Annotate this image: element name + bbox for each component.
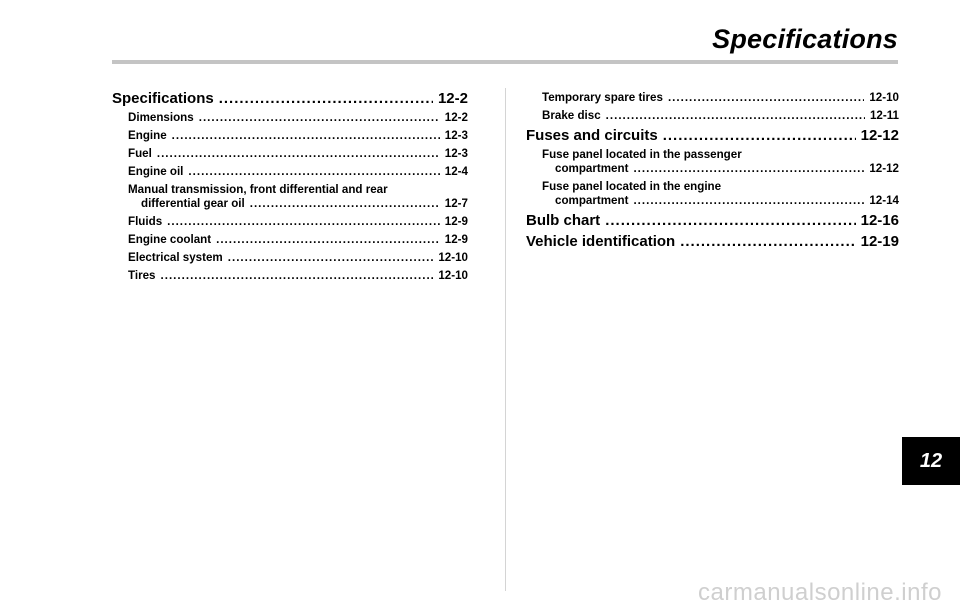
toc-label: Dimensions bbox=[128, 111, 194, 124]
toc-page: 12-9 bbox=[444, 215, 468, 228]
header-rule bbox=[112, 60, 898, 64]
toc-label: Electrical system bbox=[128, 251, 223, 264]
toc-label: compartment bbox=[555, 162, 629, 175]
toc-entry-specifications[interactable] bbox=[112, 90, 468, 108]
chapter-number: 12 bbox=[919, 449, 943, 472]
dot-leader bbox=[188, 165, 439, 179]
toc-label-line1: Fuse panel located in the engine bbox=[542, 180, 722, 193]
toc-label: Fluids bbox=[128, 215, 163, 228]
toc-label-line1: Fuse panel located in the passenger bbox=[542, 148, 742, 161]
toc-entry-fuses-and-circuits[interactable] bbox=[526, 127, 899, 145]
toc-entry-tires[interactable] bbox=[128, 269, 468, 283]
toc-entry-vehicle-identification[interactable] bbox=[526, 233, 899, 251]
toc-page: 12-14 bbox=[869, 194, 899, 207]
toc-right-column bbox=[526, 90, 899, 254]
toc-page: 12-9 bbox=[444, 233, 468, 246]
toc-label: Fuel bbox=[128, 147, 152, 160]
toc-page: 12-3 bbox=[444, 147, 468, 160]
dot-leader bbox=[633, 162, 864, 176]
toc-entry-fuel[interactable] bbox=[128, 147, 468, 161]
dot-leader bbox=[663, 127, 856, 145]
toc-entry-fuse-panel-engine[interactable] bbox=[542, 180, 899, 208]
toc-entry-fluids[interactable] bbox=[128, 215, 468, 229]
toc-label: Vehicle identification bbox=[526, 233, 676, 250]
toc-label: Tires bbox=[128, 269, 156, 282]
dot-leader bbox=[633, 194, 864, 208]
toc-entry-engine-oil[interactable] bbox=[128, 165, 468, 179]
toc-label: Engine oil bbox=[128, 165, 184, 178]
toc-entry-fuse-panel-passenger[interactable] bbox=[542, 148, 899, 176]
dot-leader bbox=[167, 215, 440, 229]
dot-leader bbox=[606, 109, 865, 123]
toc-label: compartment bbox=[555, 194, 629, 207]
dot-leader bbox=[219, 90, 433, 108]
chapter-tab bbox=[902, 437, 960, 485]
toc-label: Specifications bbox=[112, 90, 214, 107]
toc-page: 12-12 bbox=[860, 127, 899, 144]
toc-entry-bulb-chart[interactable] bbox=[526, 212, 899, 230]
toc-entry-engine-coolant[interactable] bbox=[128, 233, 468, 247]
toc-label: differential gear oil bbox=[141, 197, 245, 210]
toc-page: 12-2 bbox=[437, 90, 468, 107]
toc-label: Bulb chart bbox=[526, 212, 601, 229]
dot-leader bbox=[216, 233, 440, 247]
dot-leader bbox=[250, 197, 440, 211]
toc-page: 12-10 bbox=[438, 269, 468, 282]
watermark: carmanualsonline.info bbox=[698, 579, 942, 606]
toc-page: 12-10 bbox=[869, 91, 899, 104]
toc-page: 12-12 bbox=[869, 162, 899, 175]
toc-page: 12-2 bbox=[444, 111, 468, 124]
dot-leader bbox=[668, 91, 864, 105]
dot-leader bbox=[172, 129, 440, 143]
dot-leader bbox=[605, 212, 855, 230]
toc-page: 12-4 bbox=[444, 165, 468, 178]
toc-left-column bbox=[112, 90, 468, 287]
dot-leader bbox=[161, 269, 434, 283]
toc-entry-temporary-spare-tires[interactable] bbox=[542, 91, 899, 105]
toc-page: 12-7 bbox=[444, 197, 468, 210]
dot-leader bbox=[157, 147, 440, 161]
toc-label: Fuses and circuits bbox=[526, 127, 658, 144]
page-title: Specifications bbox=[712, 24, 898, 54]
toc-entry-manual-transmission[interactable] bbox=[128, 183, 468, 211]
toc-entry-electrical-system[interactable] bbox=[128, 251, 468, 265]
toc-page: 12-11 bbox=[869, 109, 899, 122]
toc-entry-brake-disc[interactable] bbox=[542, 109, 899, 123]
toc-page: 12-3 bbox=[444, 129, 468, 142]
toc-label-line1: Manual transmission, front differential and rear bbox=[128, 183, 388, 196]
dot-leader bbox=[228, 251, 434, 265]
toc-entry-dimensions[interactable] bbox=[128, 111, 468, 125]
toc-entry-engine[interactable] bbox=[128, 129, 468, 143]
dot-leader bbox=[199, 111, 440, 125]
toc-page: 12-10 bbox=[438, 251, 468, 264]
toc-label: Temporary spare tires bbox=[542, 91, 663, 104]
toc-page: 12-16 bbox=[860, 212, 899, 229]
column-divider bbox=[505, 88, 506, 591]
dot-leader bbox=[680, 233, 855, 251]
toc-label: Engine coolant bbox=[128, 233, 212, 246]
toc-page: 12-19 bbox=[860, 233, 899, 250]
toc-label: Engine bbox=[128, 129, 167, 142]
toc-label: Brake disc bbox=[542, 109, 601, 122]
